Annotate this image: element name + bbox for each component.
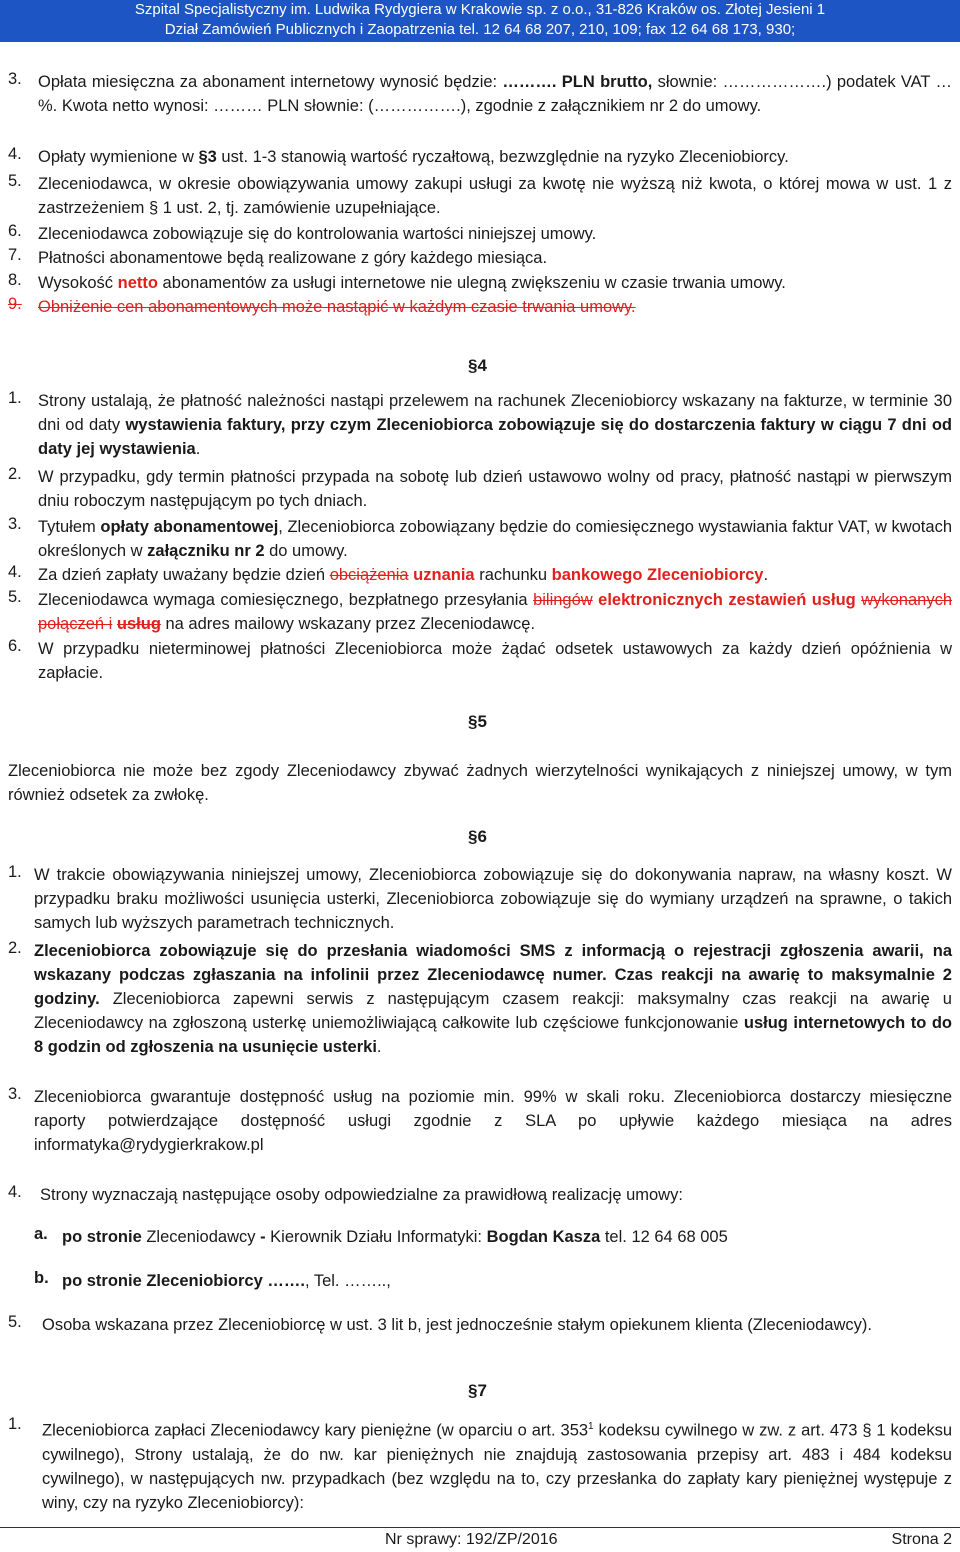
item-text: Obniżenie cen abonamentowych może nastąpić w każdym czasie trwania umowy. (38, 298, 636, 316)
section-title-4: §4 (468, 356, 487, 375)
item-number: b. (34, 1269, 49, 1287)
item-text: Strony ustalają, że płatność należności nastąpi przelewem na rachunek Zleceniobiorcy wskazany na fakturze, w terminie 30 dni od daty wystawienia faktury, przy czym Zleceniobiorca zobowiązuje się do dostarczenia faktury w ciągu 7 dni od daty jej wystawienia. (38, 392, 952, 458)
item-number: 1. (8, 1415, 22, 1433)
item-number: 3. (8, 515, 22, 533)
header-line-2: Dział Zamówień Publicznych i Zaopatrzenia tel. 12 64 68 207, 210, 109; fax 12 64 68 173, 930; (164, 21, 796, 38)
item-text: Zleceniodawca, w okresie obowiązywania umowy zakupi usługi za kwotę nie wyższą niż kwota, o której mowa w ust. 1 z zastrzeżeniem § 1 ust. 2, tj. zamówienie uzupełniające. (38, 175, 952, 217)
case-number: Nr sprawy: 192/ZP/2016 (385, 1531, 558, 1548)
item-number: 4. (8, 563, 22, 581)
section-title-6: §6 (468, 827, 487, 846)
footer-divider (0, 1527, 960, 1528)
item-number: 4. (8, 1183, 22, 1201)
item-text: Płatności abonamentowe będą realizowane z góry każdego miesiąca. (38, 249, 548, 267)
item-text: Opłata miesięczna za abonament internetowy wynosić będzie: ………. PLN brutto, słownie: ……………….) podatek VAT …%. Kwota netto wynosi: ……… PLN słownie: (…………….), zgodnie z załącznikiem nr 2 do umowy. (38, 73, 952, 115)
item-number: 1. (8, 389, 22, 407)
item-text: Zleceniobiorca gwarantuje dostępność usług na poziomie min. 99% w skali roku. Zleceniobiorca dostarczy miesięczne raporty potwierdzające dostępność usługi zgodnie z SLA po upływie każdego miesiąca na adres informatyka@rydygierkrakow.pl (34, 1088, 952, 1154)
item-number: 5. (8, 588, 22, 606)
item-number: 6. (8, 222, 22, 240)
item-number: 5. (8, 172, 22, 190)
item-text: Strony wyznaczają następujące osoby odpowiedzialne za prawidłową realizację umowy: (40, 1186, 683, 1204)
item-number: 9. (8, 295, 22, 313)
item-number: 5. (8, 1313, 22, 1331)
item-text: Opłaty wymienione w §3 ust. 1-3 stanowią wartość ryczałtową, bezwzględnie na ryzyko Zleceniobiorcy. (38, 148, 789, 166)
item-text: W trakcie obowiązywania niniejszej umowy, Zleceniobiorca zobowiązuje się do dokonywania napraw, na własny koszt. W przypadku braku możliwości usunięcia usterki, Zleceniobiorca zobowiązuje się do wymiany urządzeń na sprawne, o takich samych lub wyższych parametrach technicznych. (34, 866, 952, 932)
item-text: Zleceniobiorca zobowiązuje się do przesłania wiadomości SMS z informacją o rejestracji zgłoszenia awarii, na wskazany podczas zgłaszania na infolinii przez Zleceniodawcę numer. Czas reakcji na awarię to maksymalnie 2 godziny. Zleceniobiorca zapewni serwis z następującym czasem reakcji: maksymalny czas reakcji na awarię u Zleceniodawcy na zgłoszoną usterkę uniemożliwiającą całkowite lub częściowe funkcjonowanie usług internetowych to do 8 godzin od zgłoszenia na usunięcie usterki. (34, 942, 952, 1056)
item-text: W przypadku, gdy termin płatności przypada na sobotę lub dzień ustawowo wolny od pracy, płatność nastąpi w pierwszym dniu roboczym następującym po tych dniach. (38, 468, 952, 510)
item-number: 3. (8, 1085, 22, 1103)
section-title-5: §5 (468, 712, 487, 731)
item-text: Za dzień zapłaty uważany będzie dzień obciążenia uznania rachunku bankowego Zleceniobiorcy. (38, 566, 769, 584)
item-number: 1. (8, 863, 22, 881)
document-header (0, 0, 960, 42)
item-text: Osoba wskazana przez Zleceniobiorcę w ust. 3 lit b, jest jednocześnie stałym opiekunem klienta (Zleceniodawcy). (42, 1316, 872, 1334)
s5-paragraph: Zleceniobiorca nie może bez zgody Zleceniodawcy zbywać żadnych wierzytelności wynikających z niniejszej umowy, w tym również odsetek za zwłokę. (8, 762, 952, 804)
item-text: Wysokość netto abonamentów za usługi internetowe nie ulegną zwiększeniu w czasie trwania umowy. (38, 274, 786, 292)
item-number: 2. (8, 465, 22, 483)
item-number: 8. (8, 271, 22, 289)
item-text: Zleceniobiorca zapłaci Zleceniodawcy kary pieniężne (w oparciu o art. $353^1$ kodeksu cywilnego w zw. z art. 473 § 1 kodeksu cywilnego), Strony ustalają, że do nw. kar pieniężnych nie znajdują zastosowania przepisy art. 483 i 484 kodeksu cywilnego), w następujących nw. przypadkach (bez względu na to, czy przesłanka do zapłaty kary pieniężnej występuje z winy, czy na ryzyko Zleceniobiorcy): (42, 1421, 952, 1512)
item-number: a. (34, 1225, 48, 1243)
item-text: W przypadku nieterminowej płatności Zleceniobiorca może żądać odsetek ustawowych za każdy dzień opóźnienia w zapłacie. (38, 640, 952, 682)
page-number: Strona 2 (891, 1531, 952, 1548)
item-text: Zleceniodawca zobowiązuje się do kontrolowania wartości niniejszej umowy. (38, 225, 597, 243)
item-text: Zleceniodawca wymaga comiesięcznego, bezpłatnego przesyłania bilingów elektronicznych zestawień usług wykonanych połączeń i usług na adres mailowy wskazany przez Zleceniodawcę. (38, 591, 953, 633)
item-number: 2. (8, 939, 22, 957)
header-line-1: Szpital Specjalistyczny im. Ludwika Rydygiera w Krakowie sp. z o.o., 31-826 Kraków os. Złotej Jesieni 1 (134, 1, 826, 18)
item-number: 7. (8, 246, 22, 264)
section-title-7: §7 (468, 1381, 487, 1400)
item-number: 6. (8, 637, 22, 655)
item-text: po stronie Zleceniodawcy - Kierownik Działu Informatyki: Bogdan Kasza tel. 12 64 68 005 (62, 1228, 728, 1246)
item-number: 4. (8, 145, 22, 163)
item-number: 3. (8, 70, 22, 88)
item-text: po stronie Zleceniobiorcy ……., Tel. …….., (62, 1272, 391, 1290)
item-text: Tytułem opłaty abonamentowej, Zleceniobiorca zobowiązany będzie do comiesięcznego wystawiania faktur VAT, w kwotach określonych w załączniku nr 2 do umowy. (38, 518, 952, 560)
